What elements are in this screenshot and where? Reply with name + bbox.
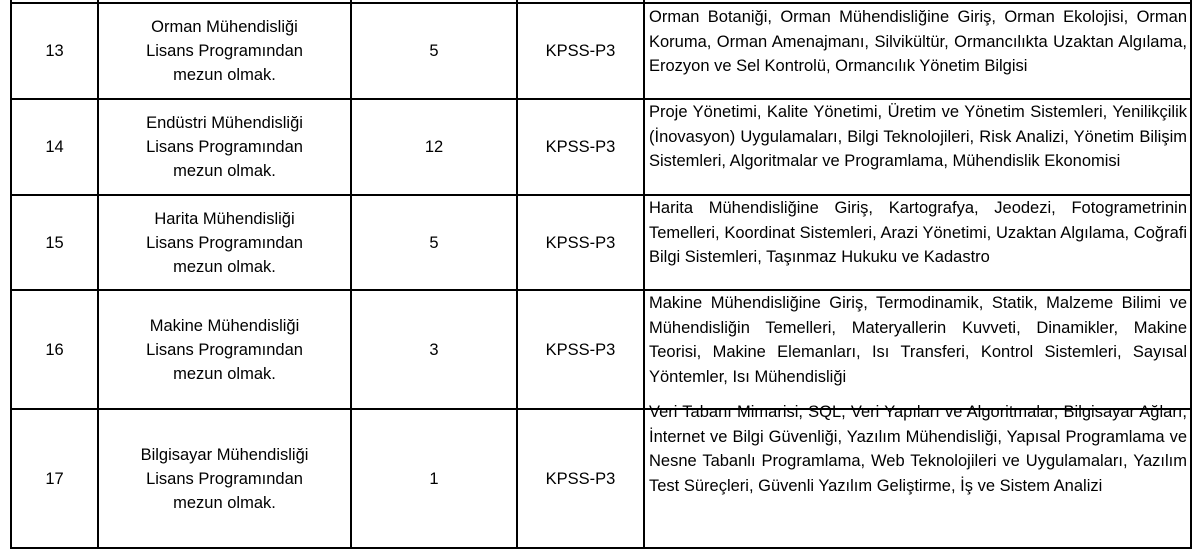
- program-line: Lisans Programından: [146, 233, 303, 252]
- kpss-score-type: KPSS-P3: [545, 469, 616, 488]
- row-number: 16: [45, 340, 64, 359]
- program-line: Harita Mühendisliği: [154, 209, 295, 228]
- program-cell: [99, 4, 350, 98]
- program-line: Lisans Programından: [146, 138, 303, 156]
- courses-text: Harita Mühendisliğine Giriş, Kartografya, Jeodezi, Fotogrametrinin Temelleri, Koordinat Sistemleri, Arazi Yönetimi, Uzaktan Algılama, Coğrafi Bilgi Sistemleri, Taşınmaz Hukuku ve Kadastro: [649, 199, 1187, 267]
- program-cell: [99, 291, 350, 408]
- program-cell: [99, 196, 350, 289]
- position-count: 5: [429, 233, 439, 252]
- kpss-score-type: KPSS-P3: [545, 233, 616, 252]
- kpss-score-type: KPSS-P3: [545, 340, 616, 359]
- row-number: 17: [45, 469, 64, 488]
- table-border-bottom: [10, 547, 1192, 549]
- courses-text: Orman Botaniği, Orman Mühendisliğine Giriş, Orman Ekolojisi, Orman Koruma, Orman Amenajmanı, Silvikültür, Ormancılıkta Uzaktan Algılama, Erozyon ve Sel Kontrolü, Ormancılık Yönetim Bilgisi: [649, 8, 1187, 76]
- program-line: mezun olmak.: [173, 493, 276, 512]
- kpss-score-type: KPSS-P3: [545, 138, 616, 156]
- courses-text: Veri Tabanı Mimarisi, SQL, Veri Yapıları ve Algoritmalar, Bilgisayar Ağları, İnternet ve Bilgi Güvenliği, Yazılım Mühendisliği, Yapısal Programlama ve Nesne Tabanlı Programlama, Web Teknolojileri ve Uygulamaları, Yazılım Test Süreçleri, Güvenli Yazılım Geliştirme, İş ve Sistem Analizi: [649, 403, 1187, 495]
- program-cell: [99, 100, 350, 194]
- position-count: 12: [424, 138, 444, 156]
- courses-text: Proje Yönetimi, Kalite Yönetimi, Üretim ve Yönetim Sistemleri, Yenilikçilik (İnovasyon) Uygulamaları, Bilgi Teknolojileri, Risk Analizi, Yönetim Bilişim Sistemleri, Algoritmalar ve Programlama, Mühendislik Ekonomisi: [649, 103, 1187, 171]
- program-line: Lisans Programından: [146, 340, 303, 359]
- kpss-score-type: KPSS-P3: [545, 42, 616, 60]
- program-line: Makine Mühendisliği: [149, 316, 300, 335]
- program-line: mezun olmak.: [173, 257, 276, 276]
- row-number: 14: [45, 138, 64, 156]
- program-line: mezun olmak.: [173, 66, 276, 84]
- program-line: Bilgisayar Mühendisliği: [140, 445, 309, 464]
- table-border-right: [1190, 0, 1192, 549]
- program-cell: [99, 410, 350, 547]
- row-number: 15: [45, 233, 64, 252]
- position-count: 3: [429, 340, 439, 359]
- program-line: mezun olmak.: [173, 162, 276, 180]
- courses-text: Makine Mühendisliğine Giriş, Termodinamik, Statik, Malzeme Bilimi ve Mühendisliğin Temelleri, Materyallerin Kuvveti, Dinamikler, Makine Teorisi, Makine Elemanları, Isı Transferi, Kontrol Sistemleri, Sayısal Yöntemler, Isı Mühendisliği: [649, 294, 1187, 386]
- column-divider: [643, 0, 645, 549]
- row-number: 13: [45, 42, 64, 60]
- program-line: mezun olmak.: [173, 364, 276, 383]
- program-line: Lisans Programından: [146, 469, 303, 488]
- program-line: Lisans Programından: [146, 42, 303, 60]
- position-count: 5: [429, 42, 439, 60]
- program-line: Endüstri Mühendisliği: [146, 114, 303, 132]
- program-line: Orman Mühendisliği: [151, 18, 298, 36]
- position-count: 1: [429, 469, 439, 488]
